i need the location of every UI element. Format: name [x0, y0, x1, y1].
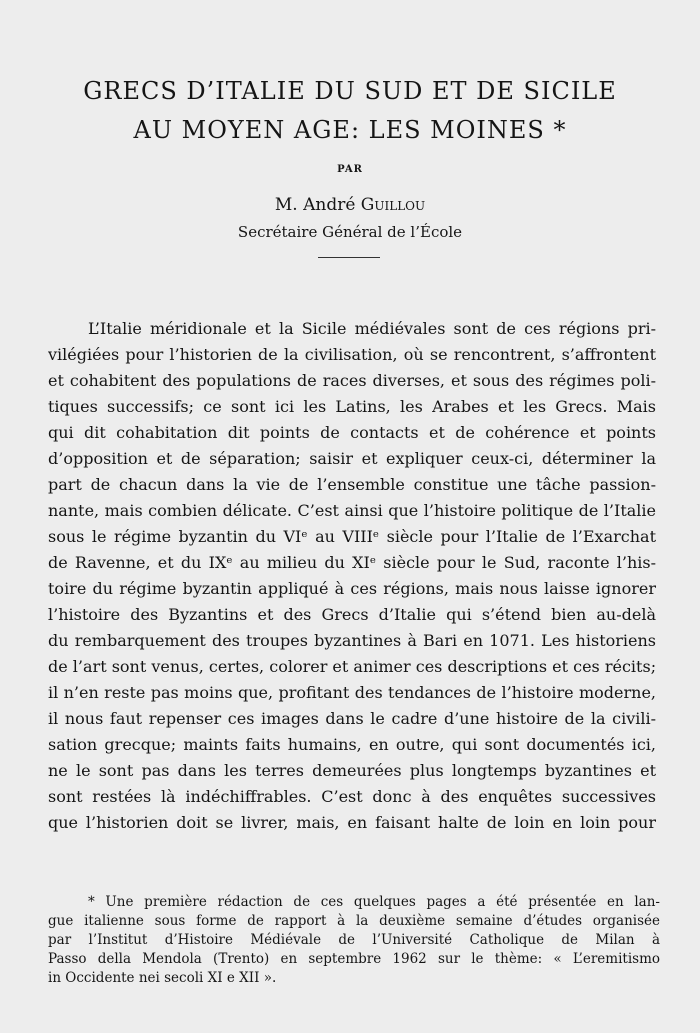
body-line: tiques successifs; ce sont ici les Latins, les Arabes et les Grecs. Mais	[48, 397, 656, 416]
footnote	[48, 893, 660, 988]
body-line: il nous faut repenser ces images dans le cadre d’une histoire de la civili-	[48, 709, 656, 728]
body-line: du rembarquement des troupes byzantines à Bari en 1071. Les historiens	[48, 631, 656, 650]
body-line: que l’historien doit se livrer, mais, en faisant halte de loin en loin pour	[48, 813, 656, 832]
body-line: sation grecque; maints faits humains, en outre, qui sont documentés ici,	[48, 735, 656, 754]
body-line: sont restées là indéchiffrables. C’est donc à des enquêtes successives	[48, 787, 656, 806]
footnote-line: Passo della Mendola (Trento) en septembre 1962 sur le thème: « L’eremitismo	[48, 951, 660, 967]
footnote-line: in Occidente nei secoli XI e XII ».	[48, 970, 277, 986]
body-line: il n’en reste pas moins que, profitant des tendances de l’histoire moderne,	[48, 683, 656, 702]
body-line: d’opposition et de séparation; saisir et expliquer ceux-ci, déterminer la	[48, 449, 656, 468]
body-line: L’Italie méridionale et la Sicile médiévales sont de ces régions pri-	[88, 319, 656, 338]
body-line: ne le sont pas dans les terres demeurées plus longtemps byzantines et	[48, 761, 656, 780]
author-role: Secrétaire Général de l’École	[237, 223, 463, 241]
body-line: de l’art sont venus, certes, colorer et animer ces descriptions et ces récits;	[48, 657, 656, 676]
body-paragraph	[48, 316, 656, 836]
body-line: sous le régime byzantin du VIᵉ au VIIIᵉ siècle pour l’Italie de l’Exarchat	[48, 527, 656, 546]
body-line: et cohabitent des populations de races diverses, et sous des régimes poli-	[48, 371, 656, 390]
body-line: l’histoire des Byzantins et des Grecs d’Italie qui s’étend bien au-delà	[48, 605, 656, 624]
author-prefix: M. André	[274, 195, 361, 215]
body-line: part de chacun dans la vie de l’ensemble constitue une tâche passion-	[48, 475, 656, 494]
article-title-line-2: AU MOYEN AGE: LES MOINES *	[133, 116, 567, 144]
body-line: nante, mais combien délicate. C’est ainsi que l’histoire politique de l’Italie	[48, 501, 656, 520]
body-line: toire du régime byzantin appliqué à ces régions, mais nous laisse ignorer	[48, 579, 656, 598]
body-line: de Ravenne, et du IXᵉ au milieu du XIᵉ siècle pour le Sud, raconte l’his-	[48, 553, 656, 572]
article-title-line-1: GRECS D’ITALIE DU SUD ET DE SICILE	[83, 77, 617, 105]
body-line: vilégiées pour l’historien de la civilisation, où se rencontrent, s’affrontent	[48, 345, 656, 364]
body-line: qui dit cohabitation dit points de contacts et de cohérence et points	[48, 423, 656, 442]
footnote-line: gue italienne sous forme de rapport à la deuxième semaine d’études organisée	[48, 913, 660, 929]
footnote-line: * Une première rédaction de ces quelques pages a été présentée en lan-	[88, 894, 660, 910]
author-name	[0, 195, 700, 215]
separator-rule	[318, 257, 380, 258]
byline-par: PAR	[337, 164, 363, 175]
footnote-line: par l’Institut d’Histoire Médiévale de l’Université Catholique de Milan à	[48, 932, 660, 948]
author-surname: Guillou	[360, 195, 426, 215]
